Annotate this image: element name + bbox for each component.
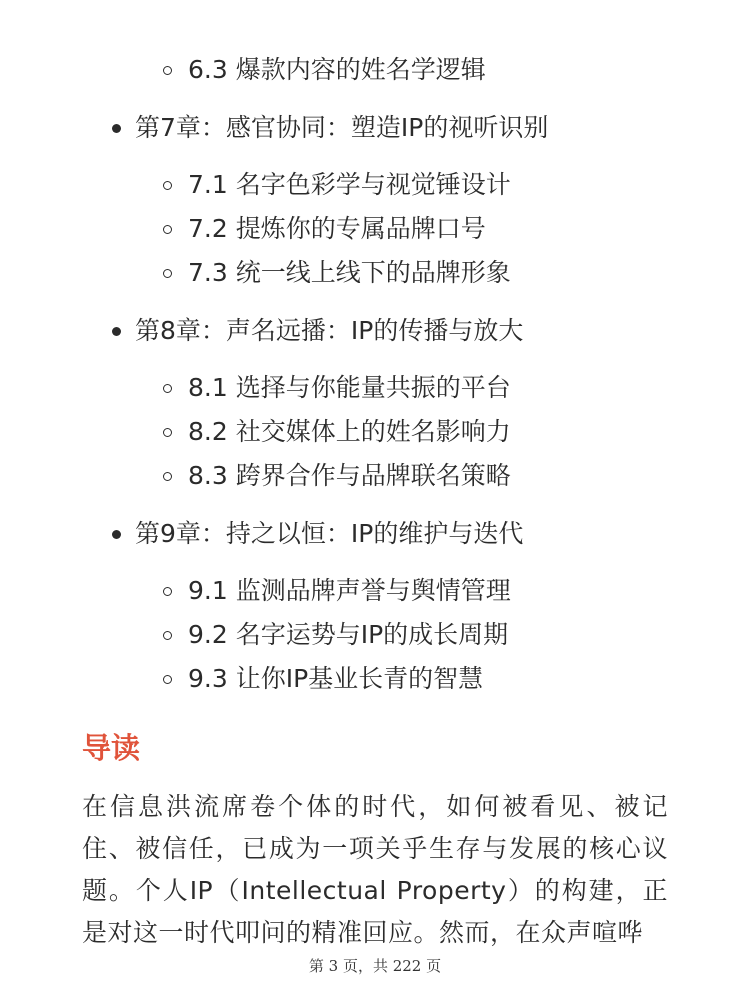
page-number-footer: 第 3 页，共 222 页 <box>308 957 442 975</box>
toc-chapter-9: 第9章：持之以恒：IP的维护与迭代 <box>135 519 524 548</box>
toc-chapter-7: 第7章：感官协同：塑造IP的视听识别 <box>135 113 549 142</box>
circle-bullet-icon <box>163 675 172 684</box>
toc-item-8-1: 8.1 选择与你能量共振的平台 <box>188 373 511 402</box>
circle-bullet-icon <box>163 181 172 190</box>
circle-bullet-icon <box>163 384 172 393</box>
disc-bullet-icon <box>112 124 121 133</box>
toc-item-9-3: 9.3 让你IP基业长青的智慧 <box>188 664 484 693</box>
circle-bullet-icon <box>163 472 172 481</box>
disc-bullet-icon <box>112 530 121 539</box>
section-heading: 导读 <box>82 731 141 765</box>
circle-bullet-icon <box>163 66 172 75</box>
toc-item-8-2: 8.2 社交媒体上的姓名影响力 <box>188 417 511 446</box>
toc-item-9-1: 9.1 监测品牌声誉与舆情管理 <box>188 576 511 605</box>
toc-item-9-2: 9.2 名字运势与IP的成长周期 <box>188 620 509 649</box>
circle-bullet-icon <box>163 587 172 596</box>
disc-bullet-icon <box>112 327 121 336</box>
toc-item-7-3: 7.3 统一线上线下的品牌形象 <box>188 258 511 287</box>
intro-paragraph: 在信息洪流席卷个体的时代，如何被看见、被记住、被信任，已成为一项关乎生存与发展的核心议题。个人IP（Intellectual Property）的构建，正是对这一时代叩问的精准回应。然而，在众声喧哗 <box>82 792 668 947</box>
circle-bullet-icon <box>163 269 172 278</box>
toc-chapter-8: 第8章：声名远播：IP的传播与放大 <box>135 316 524 345</box>
circle-bullet-icon <box>163 225 172 234</box>
toc-item-6-3: 6.3 爆款内容的姓名学逻辑 <box>188 55 486 84</box>
circle-bullet-icon <box>163 631 172 640</box>
circle-bullet-icon <box>163 428 172 437</box>
toc-item-8-3: 8.3 跨界合作与品牌联名策略 <box>188 461 511 490</box>
toc-item-7-2: 7.2 提炼你的专属品牌口号 <box>188 214 486 243</box>
toc-item-7-1: 7.1 名字色彩学与视觉锤设计 <box>188 170 511 199</box>
